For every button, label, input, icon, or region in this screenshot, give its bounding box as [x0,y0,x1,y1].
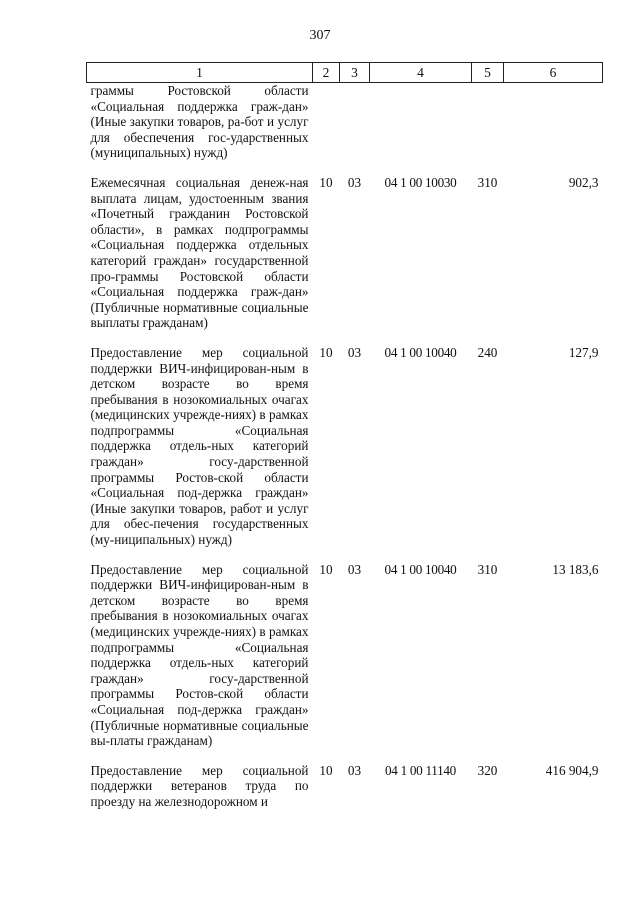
row-subsection [340,83,370,171]
row-target-code: 04 1 00 10040 [384,344,457,360]
page-number: 307 [309,28,331,43]
row-expense-type: 310 [477,174,498,190]
row-expense-type: 320 [477,762,498,778]
row-section: 10 [319,762,333,778]
column-header-5: 5 [472,63,504,83]
column-header-2: 2 [313,63,340,83]
row-amount: 127,9 [568,344,599,360]
row-expense-type: 240 [477,344,498,360]
column-header-4: 4 [370,63,472,83]
row-subsection: 03 [347,762,362,778]
row-subsection: 03 [347,344,362,360]
column-header-1: 1 [87,63,313,83]
column-header-6: 6 [504,63,603,83]
budget-table [86,62,603,820]
column-header-3: 3 [340,63,370,83]
table-row [87,83,603,171]
row-amount [504,83,603,171]
row-expense-type: 310 [477,561,498,577]
row-section: 10 [319,344,333,360]
row-target-code: 04 1 00 11140 [385,762,456,778]
table-row [87,759,603,820]
row-subsection: 03 [347,561,362,577]
row-section: 10 [319,561,333,577]
row-description: Предоставление мер социальной поддержки ветеранов труда по проезду на железнодорожном и [90,762,309,809]
row-target-code: 04 1 00 10030 [384,174,457,190]
row-description: Предоставление мер социальной поддержки ВИЧ-инфицирован-ным в детском возрасте во время пребывания в нозокомиальных очагах (медицинских учрежде-ниях) в рамках подпрограммы «Социальная поддержка отдель-ных категорий граждан» госу-дарственной программы Ростов-ской области «Социальная под-держка граждан» (Публичные нормативные социальные вы-платы гражданам) [90,561,309,749]
table-row [87,171,603,341]
row-amount: 416 904,9 [545,762,599,778]
row-subsection: 03 [347,174,362,190]
row-amount: 902,3 [568,174,599,190]
row-target-code: 04 1 00 10040 [384,561,457,577]
row-expense-type [472,83,504,171]
row-description: Предоставление мер социальной поддержки ВИЧ-инфицирован-ным в детском возрасте во время пребывания в нозокомиальных очагах (медицинских учрежде-ниях) в рамках подпрограммы «Социальная поддержка отдель-ных категорий граждан» госу-дарственной программы Ростов-ской области «Социальная под-держка граждан» (Иные закупки товаров, работ и услуг для обес-печения государственных (му-ниципальных) нужд) [90,344,309,548]
row-amount: 13 183,6 [552,561,599,577]
row-description: Ежемесячная социальная денеж-ная выплата лицам, удостоенным звания «Почетный гражданин Ростовской области», в рамках подпрограммы «Социальная поддержка отдельных категорий граждан» государственной про-граммы Ростовской области «Социальная поддержка граж-дан» (Публичные нормативные социальные выплаты гражданам) [90,174,309,331]
table-header [87,63,603,83]
row-section [313,83,340,171]
row-target-code [370,83,472,171]
row-description: граммы Ростовской области «Социальная поддержка граж-дан» (Иные закупки товаров, ра-бот и услуг для обеспечения гос-ударственных (муниципальных) нужд) [90,83,309,161]
table-row [87,558,603,759]
row-section: 10 [319,174,333,190]
table-row [87,341,603,558]
